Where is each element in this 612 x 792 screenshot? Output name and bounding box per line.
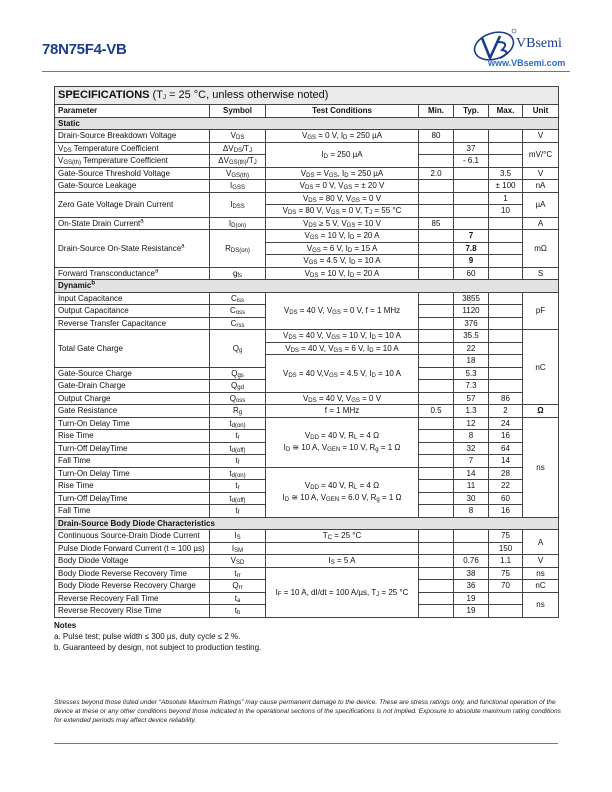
- table-row: Turn-On Delay Time $t_{d(on)}$ $V_{DD} = 40$ V, $R_L = 4$ Ω $I_D$ ≅ 10 A, $V_{GEN} = 6.0$ V, $R_g = 1$ Ω 14 28: [55, 467, 559, 480]
- table-title: SPECIFICATIONS ($T_J = 25$ °C, unless otherwise noted): [55, 87, 559, 105]
- table-row: $V_{DS} = 80$ V, $V_{GS} = 0$ V, $T_J = 55$ °C 10: [55, 205, 559, 218]
- table-row: Rise Time $t_r$ 8 16: [55, 430, 559, 443]
- table-row: $V_{DS}$ Temperature Coefficient $\Delta V_{DS}/T_J$ $I_D = 250$ µA 37 mV/°C: [55, 142, 559, 155]
- table-row: On-State Drain Current$^a$ $I_{D(on)}$ $V_{DS} \ge 5$ V, $V_{GS} = 10$ V 85 A: [55, 217, 559, 230]
- section-static: Static: [55, 117, 559, 130]
- table-row: Gate-Source Charge $Q_{gs}$ 5.3: [55, 367, 559, 380]
- section-body-diode: Drain-Source Body Diode Characteristics: [55, 517, 559, 530]
- table-row: Reverse Transfer Capacitance $C_{rss}$ 376: [55, 317, 559, 330]
- table-header-row: [55, 105, 559, 118]
- table-row: Continuous Source-Drain Diode Current $I_S$ $T_C = 25$ °C 75 A: [55, 530, 559, 543]
- notes: [54, 620, 261, 653]
- table-row: Fall Time $t_f$ 7 14: [55, 455, 559, 468]
- table-row: Turn-Off DelayTime $t_{d(off)}$ 32 64: [55, 442, 559, 455]
- table-row: Output Capacitance $C_{oss}$ 1120: [55, 305, 559, 318]
- note-a: a. Pulse test; pulse width ≤ 300 µs, duty cycle ≤ 2 %.: [54, 632, 241, 641]
- table-row: Input Capacitance $C_{iss}$ $V_{DS} = 40$ V, $V_{GS} = 0$ V, f = 1 MHz 3855 pF: [55, 292, 559, 305]
- col-unit: Unit: [523, 105, 559, 118]
- table-row: Fall Time $t_f$ 8 16: [55, 505, 559, 518]
- table-row: Gate Resistance $R_g$ f = 1 MHz 0.5 1.3 2 Ω: [55, 405, 559, 418]
- table-title-row: [55, 87, 559, 105]
- table-row: Gate-Drain Charge $Q_{gd}$ 7.3: [55, 380, 559, 393]
- header-divider: [42, 71, 570, 72]
- section-dynamic: Dynamic$^b$: [55, 280, 559, 293]
- table-row: Gate-Source Threshold Voltage $V_{GS(th)}$ $V_{DS} = V_{GS}$, $I_D = 250$ µA 2.0 3.5 V: [55, 167, 559, 180]
- website-link[interactable]: www.VBsemi.com: [488, 58, 566, 68]
- table-row: Zero Gate Voltage Drain Current $I_{DSS}$ $V_{DS} = 80$ V, $V_{GS} = 0$ V 1 µA: [55, 192, 559, 205]
- notes-heading: Notes: [54, 621, 77, 630]
- specifications-table: [54, 86, 559, 618]
- table-row: Gate-Source Leakage $I_{GSS}$ $V_{DS} = 0$ V, $V_{GS}$ = ± 20 V ± 100 nA: [55, 180, 559, 193]
- table-row: Turn-On Delay Time $t_{d(on)}$ $V_{DD} = 40$ V, $R_L = 4$ Ω $I_D$ ≅ 10 A, $V_{GEN} = 10$ V, $R_g = 1$ Ω 12 24 ns: [55, 417, 559, 430]
- col-typ: Typ.: [454, 105, 489, 118]
- table-row: Total Gate Charge $Q_g$ $V_{DS} = 40$ V, $V_{GS} = 10$ V, $I_D = 10$ A 35.5 nC: [55, 330, 559, 343]
- part-number: 78N75F4-VB: [42, 41, 127, 58]
- brand-name: VBsemi: [516, 36, 562, 51]
- table-row: Body Diode Voltage $V_{SD}$ $I_S = 5$ A 0.76 1.1 V: [55, 555, 559, 568]
- table-row: Output Charge $Q_{oss}$ $V_{DS} = 40$ V, $V_{GS} = 0$ V 57 86: [55, 392, 559, 405]
- table-row: $V_{DS} = 40$ $V,V_{GS} = 4.5$ V, $I_D = 10$ A 18: [55, 355, 559, 368]
- disclaimer: Stresses beyond those listed under “Absolute Maximum Ratings” may cause permanent damage to the device. These are stress ratings only, and functional operation of the device at these or any other conditions beyond those indicated in the operational sections of the specifications is not implied. Exposure to absolute maximum rating conditions for extended periods may affect device reliability.: [54, 699, 561, 724]
- table-row: Drain-Source On-State Resistance$^a$ $R_{DS(on)}$ $V_{GS} = 10$ V, $I_D = 20$ A 7 mΩ: [55, 230, 559, 243]
- table-row: Forward Transconductance$^a$ $g_{fs}$ $V_{DS} = 10$ V, $I_D = 20$ A 60 S: [55, 267, 559, 280]
- col-max: Max.: [489, 105, 523, 118]
- table-row: Reverse Recovery Rise Time $t_b$ 19: [55, 605, 559, 618]
- table-row: $V_{GS} = 6$ V, $I_D = 15$ A 7.8: [55, 242, 559, 255]
- table-row: Rise Time $t_r$ 11 22: [55, 480, 559, 493]
- col-parameter: Parameter: [55, 105, 210, 118]
- table-row: $V_{GS(th)}$ Temperature Coefficient $\Delta V_{GS(th)}/T_J$ - 6.1: [55, 155, 559, 168]
- table-row: Pulse Diode Forward Current (t = 100 µs) $I_{SM}$ 150: [55, 542, 559, 555]
- table-row: $V_{DS} = 40$ V, $V_{GS} = 6$ V, $I_D = 10$ A 22: [55, 342, 559, 355]
- col-min: Min.: [419, 105, 454, 118]
- table-row: Body Diode Reverse Recovery Time $t_{rr}$ $I_F = 10$ A, dI/dt = 100 A/µs, $T_J = 25$ °C 38 75 ns: [55, 567, 559, 580]
- col-symbol: Symbol: [210, 105, 266, 118]
- note-b: b. Guaranteed by design, not subject to production testing.: [54, 643, 262, 652]
- footer-divider: [54, 743, 558, 744]
- table-row: Turn-Off DelayTime $t_{d(off)}$ 30 60: [55, 492, 559, 505]
- table-row: Drain-Source Breakdown Voltage $V_{DS}$ $V_{GS} = 0$ V, $I_D = 250$ µA 80 V: [55, 130, 559, 143]
- table-row: Body Diode Reverse Recovery Charge $Q_{rr}$ 36 70 nC: [55, 580, 559, 593]
- table-row: $V_{GS} = 4.5$ V, $I_D = 10$ A 9: [55, 255, 559, 268]
- col-test-conditions: Test Conditions: [266, 105, 419, 118]
- table-row: Reverse Recovery Fall Time $t_a$ 19 ns: [55, 592, 559, 605]
